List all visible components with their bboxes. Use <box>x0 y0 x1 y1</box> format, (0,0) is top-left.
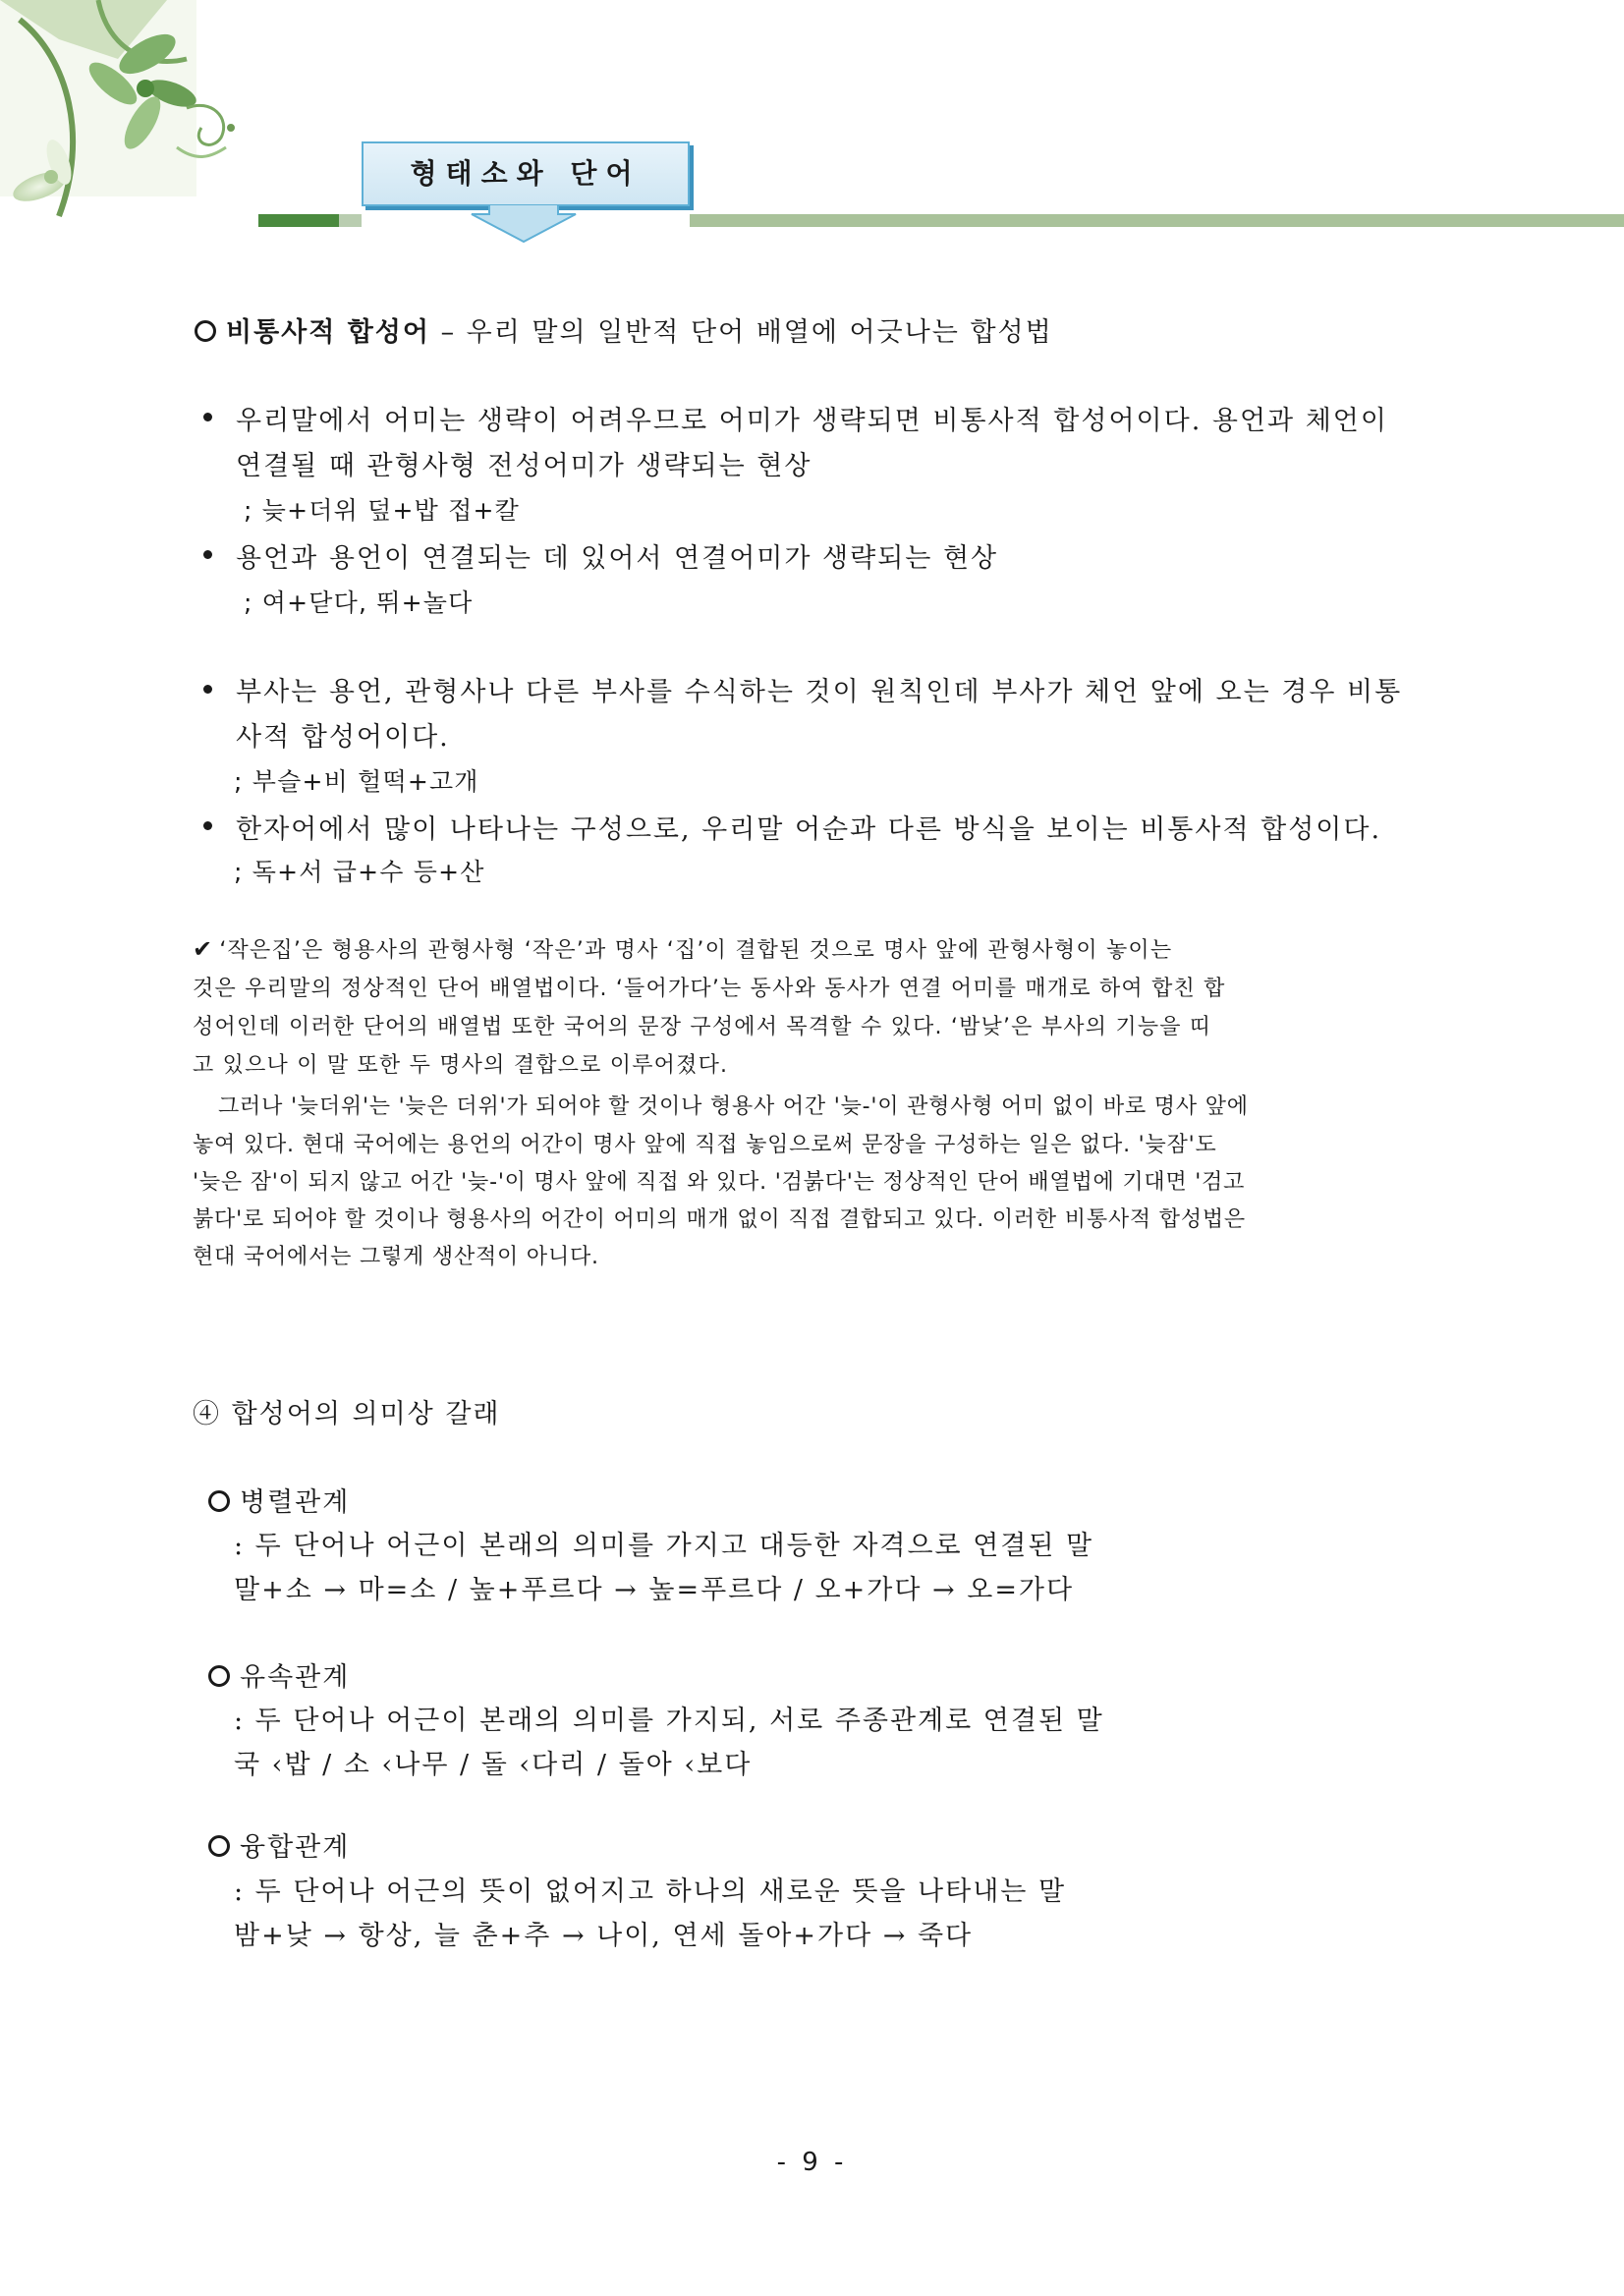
page-title: 형태소와 단어 <box>410 157 642 190</box>
bullet-4-example: ; 독+서 급+수 등+산 <box>234 858 485 886</box>
bullet-dot-icon <box>203 685 212 694</box>
note-line-2: 것은 우리말의 정상적인 단어 배열법이다. ‘들어가다’는 동사와 동사가 연결 어미를 매개로 하여 합친 합 <box>193 977 1226 1001</box>
bullet-dot-icon <box>203 821 212 830</box>
bullet-1-line-1: 우리말에서 어미는 생략이 어려우므로 어미가 생략되면 비통사적 합성어이다. 용언과 체언이 <box>236 406 1388 436</box>
bullet-3-line-2: 사적 합성어이다. <box>236 722 450 753</box>
note-line-4: 고 있으나 이 말 또한 두 명사의 결합으로 이루어졌다. <box>193 1053 729 1078</box>
header-bar-dark <box>258 214 339 227</box>
hollow-circle-icon <box>208 1665 230 1687</box>
note-line-8: 붉다'로 되어야 할 것이나 형용사의 어간이 어미의 매개 없이 직접 결합되고 있다. 이러한 비통사적 합성법은 <box>193 1207 1246 1232</box>
header-bar-light-right <box>690 214 1624 227</box>
note-line-1: ✔ ‘작은집’은 형용사의 관형사형 ‘작은’과 명사 ‘집’이 결합된 것으로 명사 앞에 관형사형이 놓이는 <box>193 935 1173 963</box>
item-3-example: 밤+낮 → 항상, 늘 춘+추 → 나이, 연세 돌아+가다 → 죽다 <box>234 1921 974 1951</box>
item-3-title: 융합관계 <box>208 1825 350 1864</box>
section-heading <box>195 310 1053 349</box>
bullet-3-example: ; 부슬+비 헐떡+고개 <box>234 767 479 796</box>
down-arrow-icon <box>470 204 578 244</box>
header-bar-light-left <box>339 214 362 227</box>
item-2-desc: : 두 단어나 어근이 본래의 의미를 가지되, 서로 주종관계로 연결된 말 <box>234 1706 1104 1736</box>
bullet-dot-icon <box>203 413 212 421</box>
page-number: - 9 - <box>776 2148 848 2177</box>
green-flower-decoration-icon <box>0 0 255 231</box>
title-box <box>362 141 690 206</box>
item-2-example: 국 ‹밥 / 소 ‹나무 / 돌 ‹다리 / 돌아 ‹보다 <box>234 1750 753 1780</box>
hollow-circle-icon <box>195 320 216 342</box>
item-2-title: 유속관계 <box>208 1655 350 1694</box>
check-mark-icon: ✔ <box>193 935 214 963</box>
item-1-title: 병렬관계 <box>208 1481 350 1519</box>
note-line-6: 놓여 있다. 현대 국어에는 용언의 어간이 명사 앞에 직접 놓임으로써 문장을 구성하는 일은 없다. '늦잠'도 <box>193 1133 1217 1157</box>
note-line-7: '늦은 잠'이 되지 않고 어간 '늦-'이 명사 앞에 직접 와 있다. '검붉다'는 정상적인 단어 배열법에 기대면 '검고 <box>193 1170 1246 1195</box>
item-1-desc: : 두 단어나 어근이 본래의 의미를 가지고 대등한 자격으로 연결된 말 <box>234 1531 1094 1561</box>
item-1-example: 말+소 → 마=소 / 높+푸르다 → 높=푸르다 / 오+가다 → 오=가다 <box>234 1575 1075 1605</box>
bullet-2-example: ; 여+닫다, 뛰+놀다 <box>244 588 474 617</box>
bullet-2-line-1: 용언과 용언이 연결되는 데 있어서 연결어미가 생략되는 현상 <box>236 543 999 574</box>
note-line-3: 성어인데 이러한 단어의 배열법 또한 국어의 문장 구성에서 목격할 수 있다. ‘밤낮’은 부사의 기능을 띠 <box>193 1015 1212 1039</box>
bullet-3-line-1: 부사는 용언, 관형사나 다른 부사를 수식하는 것이 원칙인데 부사가 체언 앞에 오는 경우 비통 <box>236 677 1403 707</box>
section-heading-rest: – 우리 말의 일반적 단어 배열에 어긋나는 합성법 <box>429 317 1053 348</box>
title-arrow <box>470 204 578 244</box>
item-3-desc: : 두 단어나 어근의 뜻이 없어지고 하나의 새로운 뜻을 나타내는 말 <box>234 1876 1067 1907</box>
hollow-circle-icon <box>208 1490 230 1512</box>
bullet-1-line-2: 연결될 때 관형사형 전성어미가 생략되는 현상 <box>236 451 812 481</box>
section-4-heading: ④ 합성어의 의미상 갈래 <box>193 1399 501 1429</box>
note-line-5: 그러나 '늦더위'는 '늦은 더위'가 되어야 할 것이나 형용사 어간 '늦-'이 관형사형 어미 없이 바로 명사 앞에 <box>218 1094 1249 1119</box>
note-line-9: 현대 국어에서는 그렇게 생산적이 아니다. <box>193 1245 599 1269</box>
hollow-circle-icon <box>208 1835 230 1857</box>
bullet-4-line-1: 한자어에서 많이 나타나는 구성으로, 우리말 어순과 다른 방식을 보이는 비통사적 합성이다. <box>236 814 1382 845</box>
header-decoration <box>0 0 255 231</box>
bullet-dot-icon <box>203 550 212 559</box>
section-heading-term: 비통사적 합성어 <box>226 317 430 348</box>
bullet-1-example: ; 늦+더위 덮+밥 접+칼 <box>244 496 520 525</box>
